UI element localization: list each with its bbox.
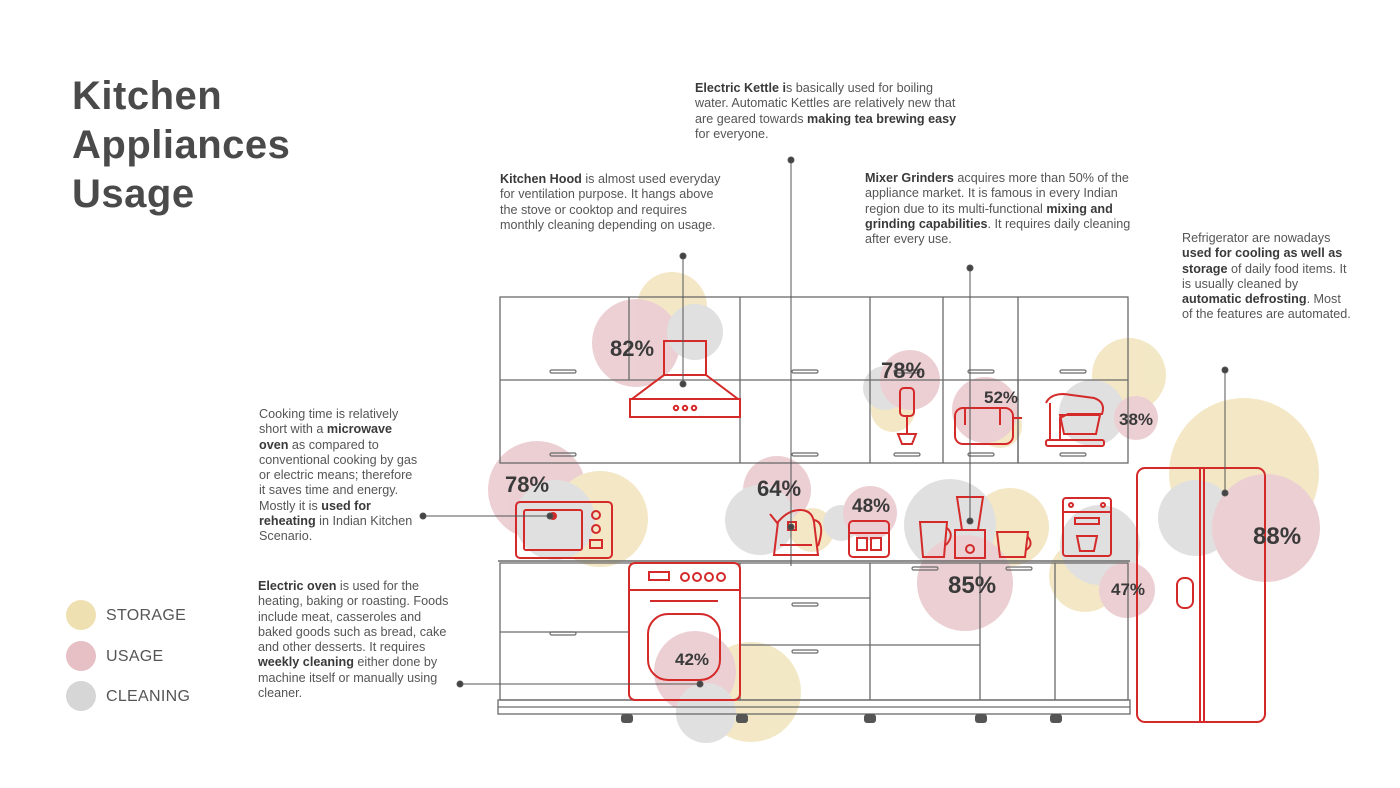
microwave-note-text-2: in Indian Kitchen Scenario.: [259, 514, 413, 544]
coffee-percent: 47%: [1111, 580, 1146, 599]
oven-note-text-2: either done by machine itself or manually using cleaner.: [258, 655, 438, 701]
kettle-percent: 64%: [757, 476, 802, 501]
sandwich-percent: 48%: [852, 496, 891, 517]
hood-note-text-1: is almost used everyday for ventilation purpose. It hangs above the stove or cooktop and requires monthly cleaning depending on usage.: [500, 172, 721, 232]
blender-percent: 78%: [881, 358, 926, 383]
hood-percent: 82%: [610, 336, 655, 361]
usage-swatch: [66, 641, 96, 671]
fridge-note-text-0: Refrigerator are nowadays: [1182, 231, 1331, 245]
mixer-note: [865, 171, 1137, 247]
title-line-2: Appliances: [72, 123, 291, 167]
oven-note-bold-1: Electric oven: [258, 579, 337, 593]
fridge-note-text-2: . Most of the features are automated.: [1182, 292, 1351, 322]
oven-cleaning-bubble: [676, 683, 736, 743]
title-line-1: Kitchen: [72, 74, 223, 118]
kettle-note-text-2: for everyone.: [695, 126, 769, 141]
legend-label-cleaning: CLEANING: [106, 688, 191, 705]
storage-swatch: [66, 600, 96, 630]
microwave-note-bold-1: microwave oven: [259, 422, 393, 452]
fridge-note: [1182, 231, 1352, 323]
microwave-note-text-1: as compared to conventional cooking by gas or electric means; therefore it saves time and energy. Mostly it is: [259, 437, 418, 513]
oven-note: [258, 579, 456, 701]
hood-note-bold-1: Kitchen Hood: [500, 172, 582, 186]
microwave-note-text-0: Cooking time is relatively short with a: [259, 407, 399, 437]
cleaning-swatch: [66, 681, 96, 711]
kettle-note-bold-1: Electric Kettle i: [695, 81, 786, 95]
kettle-note: [695, 81, 965, 142]
microwave-note: [259, 407, 421, 545]
grinder-percent: 85%: [948, 572, 997, 599]
oven-note-bold-2: weekly cleaning: [258, 655, 354, 670]
kettle-note-text-1: s basically used for boiling water. Automatic Kettles are relatively new that are geared towards: [695, 81, 956, 126]
oven-note-text-1: is used for the heating, baking or roasting. Foods include meat, casseroles and baked goods such as bread, cake and other desserts. It requires: [258, 579, 449, 655]
toaster-usage-bubble: [952, 377, 1018, 443]
hood-cleaning-bubble: [667, 304, 723, 360]
hood-note: [500, 172, 725, 233]
title-line-3: Usage: [72, 172, 195, 216]
microwave-note-bold-2: used for reheating: [259, 498, 371, 529]
kettle-note-bold-2: making tea brewing easy: [807, 111, 957, 126]
fridge-note-bold-1: used for cooling as well as storage: [1182, 246, 1343, 276]
legend-label-usage: USAGE: [106, 647, 164, 665]
mixer-note-text-1: acquires more than 50% of the appliance market. It is famous in every Indian region due to its multi-functional: [865, 171, 1129, 216]
mixer-note-bold-2: mixing and grinding capabilities: [865, 201, 1113, 231]
legend-label-storage: STORAGE: [106, 607, 187, 624]
fridge-note-text-1: of daily food items. It is usually cleaned by: [1182, 261, 1347, 291]
stand-mixer-percent: 38%: [1119, 410, 1154, 429]
mixer-note-text-2: . It requires daily cleaning after every use.: [865, 216, 1131, 247]
oven-percent: 42%: [675, 650, 710, 669]
fridge-note-bold-2: automatic defrosting: [1182, 292, 1307, 307]
mixer-note-bold-1: Mixer Grinders: [865, 171, 954, 185]
microwave-percent: 78%: [505, 472, 550, 497]
fridge-percent: 88%: [1253, 523, 1302, 550]
toaster-percent: 52%: [984, 388, 1019, 407]
